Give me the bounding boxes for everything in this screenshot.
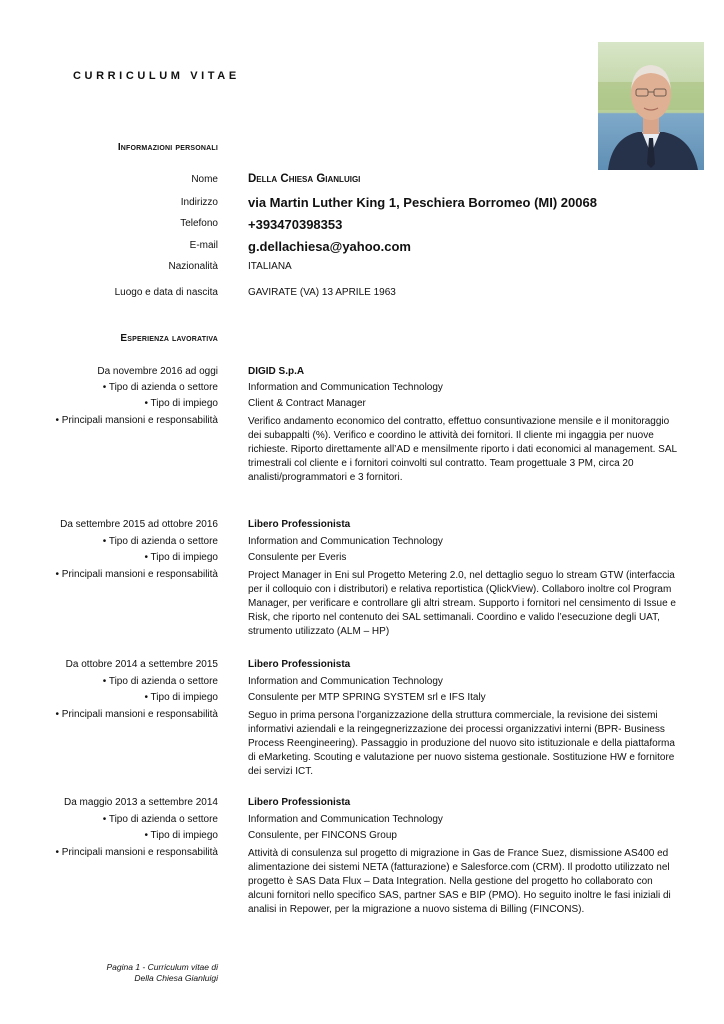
job-sector: Information and Communication Technology [248, 536, 443, 547]
value-birth: GAVIRATE (VA) 13 APRILE 1963 [248, 287, 396, 298]
label-role: • Tipo di impiego [144, 692, 218, 703]
job-period: Da novembre 2016 ad oggi [97, 366, 218, 377]
job-sector: Information and Communication Technology [248, 382, 443, 393]
page-footer [18, 962, 218, 984]
job-company: DIGID S.p.A [248, 366, 305, 377]
job-role: Consulente per MTP SPRING SYSTEM srl e IFS Italy [248, 692, 486, 703]
job-company: Libero Professionista [248, 659, 351, 670]
job-role: Consulente per Everis [248, 552, 347, 563]
job-role: Client & Contract Manager [248, 398, 366, 409]
label-duties: • Principali mansioni e responsabilità [55, 847, 218, 858]
job-period: Da settembre 2015 ad ottobre 2016 [60, 519, 218, 530]
value-address: via Martin Luther King 1, Peschiera Borromeo (MI) 20068 [248, 195, 597, 210]
footer-line-1: Pagina 1 - Curriculum vitae di [106, 962, 218, 972]
label-email: E-mail [189, 240, 218, 251]
job-period: Da ottobre 2014 a settembre 2015 [65, 659, 218, 670]
label-sector: • Tipo di azienda o settore [102, 676, 218, 687]
portrait-image-icon [598, 42, 704, 170]
job-period: Da maggio 2013 a settembre 2014 [64, 797, 218, 808]
job-duties: Verifico andamento economico del contratto, effettuo consuntivazione mensile e il monitoraggio dei subappalti (%). Verifico e coordino le attività dei fornitori. Il cliente mi ingaggia per nuove richieste. Riporto direttamente all’AD e mensilmente riporto i dati economici al management. SAL trimestrali col cliente e i fornitori coinvolti sul contratto. Team progettuale 3 PM, circa 20 analisti/programmatori e 3 fornitori. [248, 416, 677, 483]
label-address: Indirizzo [180, 197, 218, 208]
profile-photo [598, 42, 704, 170]
document-title: CURRICULUM VITAE [73, 70, 240, 82]
label-sector: • Tipo di azienda o settore [102, 536, 218, 547]
job-duties: Attività di consulenza sul progetto di migrazione in Gas de France Suez, dismissione AS400 ed alimentazione dei sistemi NETA (fatturazione) e Salesforce.com (CRM). Il prodotto utilizzato nel progetto è SAS Data Flux – Data Integration. Nella gestione del progetto ho collaborato con alcuni fornitori nello specifico SAS, partner SAS e BIP (PMO). Ho seguito inoltre le fasi iniziali di analisi in Repower, per la migrazione a nuovo sistema di Billing (FINCONS). [248, 848, 671, 915]
job-sector: Information and Communication Technology [248, 676, 443, 687]
value-nationality: ITALIANA [248, 261, 292, 272]
label-role: • Tipo di impiego [144, 398, 218, 409]
label-role: • Tipo di impiego [144, 830, 218, 841]
job-role: Consulente, per FINCONS Group [248, 830, 397, 841]
value-email: g.dellachiesa@yahoo.com [248, 239, 411, 254]
job-company: Libero Professionista [248, 519, 351, 530]
label-nationality: Nazionalità [168, 261, 218, 272]
job-sector: Information and Communication Technology [248, 814, 443, 825]
job-duties: Seguo in prima persona l’organizzazione della struttura commerciale, la revisione dei sistemi informativi aziendali e la reingegnerizzazione dei processi organizzativi interni (BPR- Business Process Reengineering). Passaggio in produzione del nuovo sito istituzionale e della piattaforma di eMarketing. Scouting e valutazione per nuovo sistema gestionale. Sostituzione HW e fornitore dei servizi ICT. [248, 710, 675, 777]
value-phone: +393470398353 [248, 217, 343, 232]
experience-heading: Esperienza lavorativa [120, 333, 218, 344]
footer-line-2: Della Chiesa Gianluigi [134, 973, 218, 983]
label-phone: Telefono [180, 218, 218, 229]
label-role: • Tipo di impiego [144, 552, 218, 563]
value-name: Della Chiesa Gianluigi [248, 173, 361, 185]
label-birth: Luogo e data di nascita [114, 287, 218, 298]
personal-info-heading: Informazioni personali [117, 142, 218, 153]
label-sector: • Tipo di azienda o settore [102, 814, 218, 825]
label-duties: • Principali mansioni e responsabilità [55, 569, 218, 580]
label-name: Nome [191, 174, 218, 185]
label-duties: • Principali mansioni e responsabilità [55, 415, 218, 426]
job-company: Libero Professionista [248, 797, 351, 808]
label-duties: • Principali mansioni e responsabilità [55, 709, 218, 720]
job-duties: Project Manager in Eni sul Progetto Metering 2.0, nel dettaglio seguo lo stream GTW (interfaccia per il colloquio con i distributori) e relativa reportistica (QlickView). Collaboro inoltre col Program Manager, per verificare e controllare gli altri stream. Supporto i fornitori nel censimento di Issue e Risk, che riporto nel contenuto dei SAL settimanali. Coordino e valido l’esecuzione degli UAT, strumento utilizzato (ALM – HP) [248, 570, 676, 637]
label-sector: • Tipo di azienda o settore [102, 382, 218, 393]
